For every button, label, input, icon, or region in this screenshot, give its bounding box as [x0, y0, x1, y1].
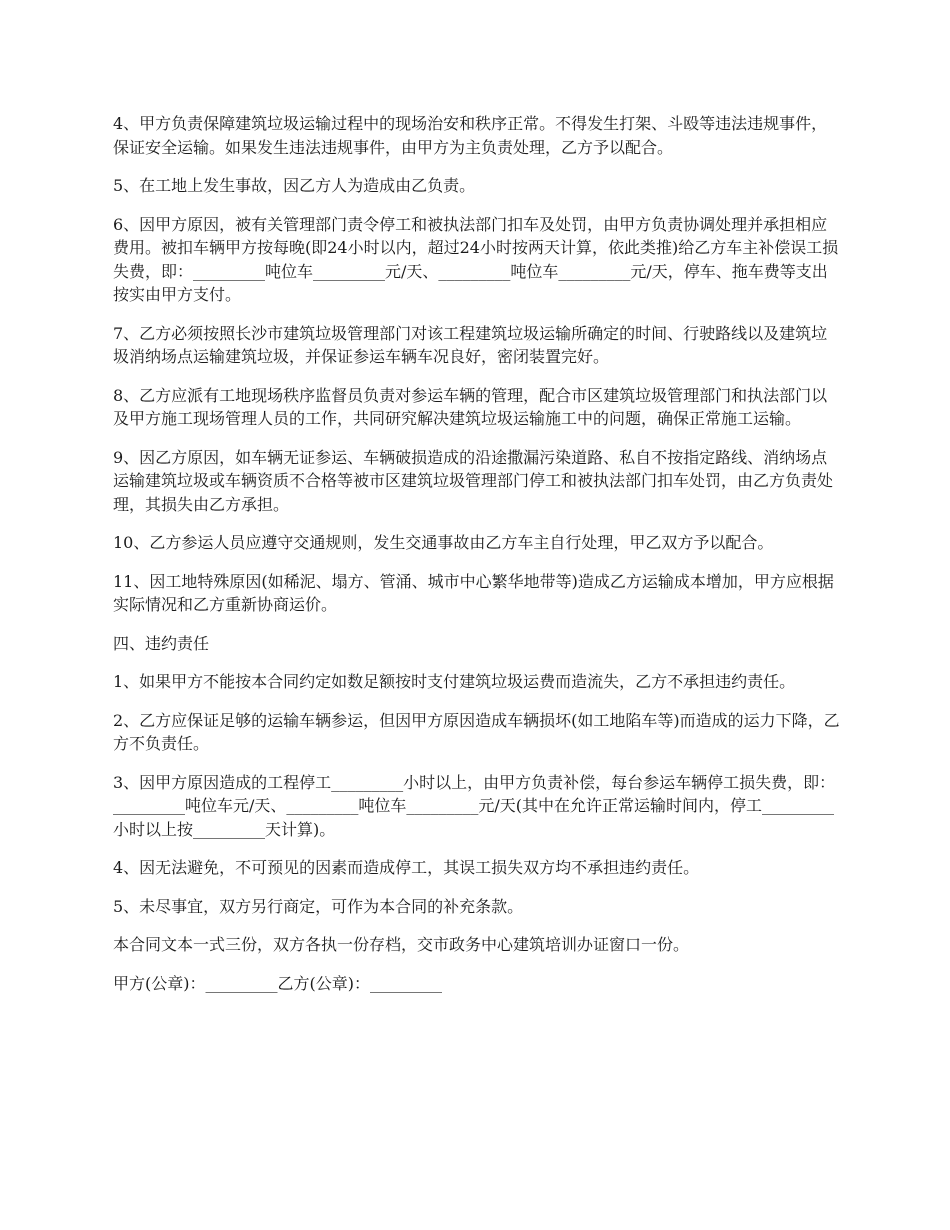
clause-a6-impound-compensation: 6、因甲方原因，被有关管理部门责令停工和被执法部门扣车及处罚，由甲方负责协调处理并承担相应费用。被扣车辆甲方按每晚(即24小时以内，超过24小时按两天计算，依此类推)给乙方车主补偿误工损失费，即：_________吨位车_________元/天、_________吨位车_________元/天，停车、拖车费等支出按实由甲方支付。 [113, 214, 839, 304]
signature-line: 甲方(公章)：_________乙方(公章)：_________ [113, 973, 442, 993]
clause-b10-traffic-rules: 10、乙方参运人员应遵守交通规则，发生交通事故由乙方车主自行处理，甲乙双方予以配合。 [113, 533, 774, 552]
breach-clause-4: 4、因无法避免，不可预见的因素而造成停工，其误工损失双方均不承担违约责任。 [113, 858, 700, 877]
breach-clause-2: 2、乙方应保证足够的运输车辆参运，但因甲方原因造成车辆损坏(如工地陷车等)而造成的运力下降，乙方不负责任。 [113, 710, 840, 753]
document-page [113, 112, 843, 1010]
breach-clause-5: 5、未尽事宜，双方另行商定，可作为本合同的补充条款。 [113, 896, 524, 916]
section-heading-breach-liability: 四、违约责任 [113, 633, 210, 653]
breach-clause-3: 3、因甲方原因造成的工程停工_________小时以上，由甲方负责补偿，每台参运车辆停工损失费，即：_________吨位车元/天、_________吨位车_________元/天(其中在允许正常运输时间内，停工_________小时以上按_________天计算)。 [113, 772, 836, 839]
clause-b9-violation-penalty: 9、因乙方原因，如车辆无证参运、车辆破损造成的沿途撒漏污染道路、私自不按指定路线、消纳场点运输建筑垃圾或车辆资质不合格等被市区建筑垃圾管理部门停工和被执法部门扣车处罚，由乙方负责处理，其损失由乙方承担。 [113, 447, 834, 514]
clause-b8-site-supervisor: 8、乙方应派有工地现场秩序监督员负责对参运车辆的管理，配合市区建筑垃圾管理部门和执法部门以及甲方施工现场管理人员的工作，共同研究解决建筑垃圾运输施工中的问题，确保正常施工运输。 [113, 385, 828, 428]
copies-statement: 本合同文本一式三份，双方各执一份存档，交市政务中心建筑培训办证窗口一份。 [113, 935, 690, 954]
clause-b7-route-compliance: 7、乙方必须按照长沙市建筑垃圾管理部门对该工程建筑垃圾运输所确定的时间、行驶路线以及建筑垃圾消纳场点运输建筑垃圾，并保证参运车辆车况良好，密闭装置完好。 [113, 323, 828, 366]
clause-b11-special-conditions: 11、因工地特殊原因(如稀泥、塌方、管涌、城市中心繁华地带等)造成乙方运输成本增加，甲方应根据实际情况和乙方重新协商运价。 [113, 571, 834, 614]
clause-a5-accident: 5、在工地上发生事故，因乙方人为造成由乙负责。 [113, 176, 476, 195]
breach-clause-1: 1、如果甲方不能按本合同约定如数足额按时支付建筑垃圾运费而造流失，乙方不承担违约责任。 [113, 672, 796, 691]
clause-a4-security: 4、甲方负责保障建筑垃圾运输过程中的现场治安和秩序正常。不得发生打架、斗殴等违法违规事件，保证安全运输。如果发生违法违规事件，由甲方为主负责处理，乙方予以配合。 [113, 114, 828, 157]
